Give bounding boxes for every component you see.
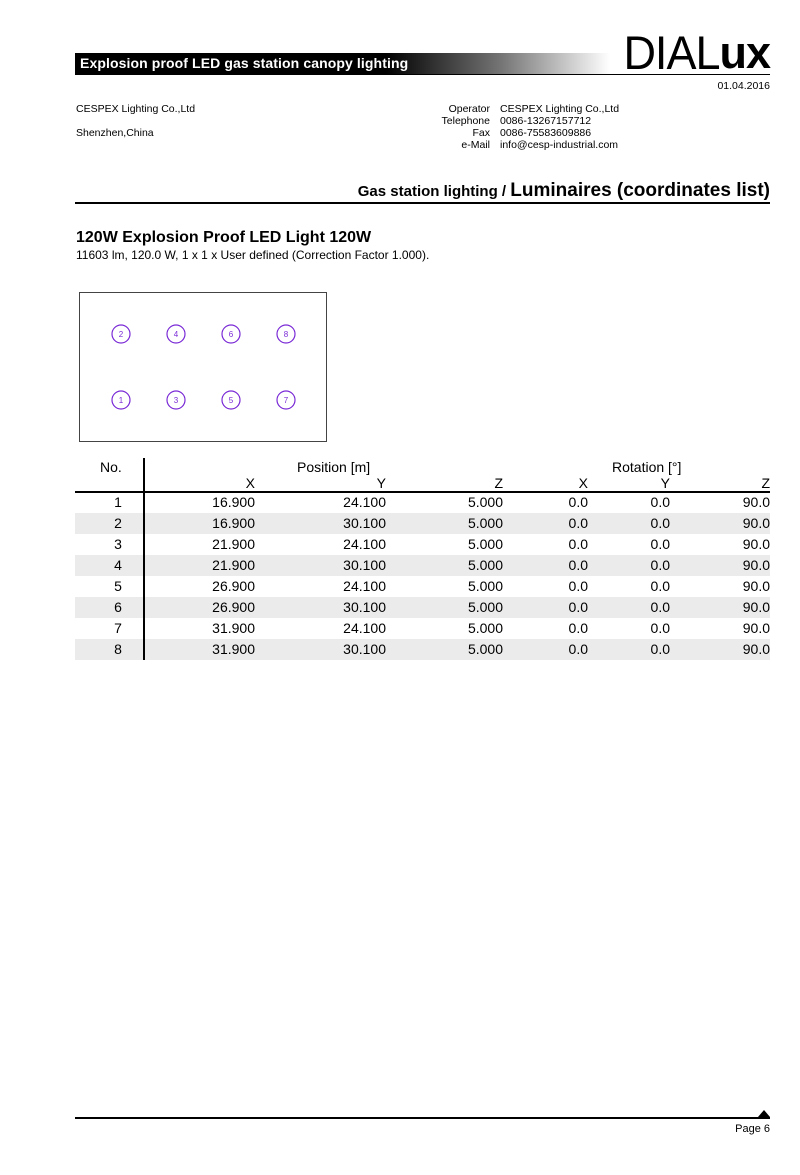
cell-rot-y: 0.0 xyxy=(650,494,670,510)
contact-labels xyxy=(442,103,490,151)
cell-rot-x: 0.0 xyxy=(568,515,588,531)
value-operator: CESPEX Lighting Co.,Ltd xyxy=(500,103,620,115)
cell-rot-z: 90.0 xyxy=(742,494,770,510)
logo-bold-text: ux xyxy=(719,27,770,78)
cell-rot-y: 0.0 xyxy=(650,557,670,573)
luminaire-marker xyxy=(112,391,130,409)
cell-rot-x: 0.0 xyxy=(568,641,588,657)
value-email: info@cesp-industrial.com xyxy=(500,139,619,151)
cell-rot-z: 90.0 xyxy=(742,641,770,657)
luminaire-marker xyxy=(277,391,295,409)
table-row xyxy=(75,597,770,618)
page-marker-icon xyxy=(758,1110,770,1117)
cell-pos-x: 26.900 xyxy=(212,578,255,594)
logo-thin-text: DIAL xyxy=(623,25,720,80)
cell-rot-z: 90.0 xyxy=(742,620,770,636)
cell-rot-x: 0.0 xyxy=(568,494,588,510)
luminaire-layout-plan xyxy=(79,292,327,442)
cell-pos-z: 5.000 xyxy=(467,494,503,510)
report-date: 01.04.2016 xyxy=(717,80,770,92)
cell-pos-y: 24.100 xyxy=(343,536,386,552)
cell-pos-z: 5.000 xyxy=(467,536,503,552)
cell-rot-x: 0.0 xyxy=(568,536,588,552)
cell-pos-y: 30.100 xyxy=(343,557,386,573)
cell-rot-y: 0.0 xyxy=(650,515,670,531)
cell-rot-z: 90.0 xyxy=(742,557,770,573)
cell-pos-x: 21.900 xyxy=(212,557,255,573)
value-fax: 0086-75583609886 xyxy=(500,127,592,139)
table-row xyxy=(75,618,770,639)
cell-no: 4 xyxy=(114,557,122,573)
cell-no: 6 xyxy=(114,599,122,615)
header-rot-x: X xyxy=(578,475,588,491)
cell-rot-x: 0.0 xyxy=(568,557,588,573)
marker-label: 7 xyxy=(283,396,289,405)
header-no: No. xyxy=(100,459,122,475)
table-row xyxy=(75,576,770,597)
table-header xyxy=(75,458,770,492)
luminaire-name: 120W Explosion Proof LED Light 120W xyxy=(76,229,372,246)
cell-no: 2 xyxy=(114,515,122,531)
section-divider xyxy=(75,202,770,204)
cell-rot-z: 90.0 xyxy=(742,536,770,552)
marker-label: 3 xyxy=(173,396,179,405)
cell-pos-z: 5.000 xyxy=(467,578,503,594)
column-separator xyxy=(143,458,145,660)
contact-values xyxy=(500,103,619,151)
luminaire-marker xyxy=(222,325,240,343)
cell-pos-z: 5.000 xyxy=(467,599,503,615)
cell-pos-z: 5.000 xyxy=(467,557,503,573)
luminaire-marker xyxy=(222,391,240,409)
luminaire-marker xyxy=(167,325,185,343)
cell-rot-x: 0.0 xyxy=(568,578,588,594)
label-operator: Operator xyxy=(448,103,490,115)
cell-rot-z: 90.0 xyxy=(742,578,770,594)
header-pos-x: X xyxy=(245,475,255,491)
marker-label: 4 xyxy=(173,330,179,339)
coordinates-table xyxy=(75,458,770,660)
cell-rot-y: 0.0 xyxy=(650,641,670,657)
cell-pos-y: 30.100 xyxy=(343,641,386,657)
section-main-title: Luminaires (coordinates list) xyxy=(510,180,770,201)
cell-no: 3 xyxy=(114,536,122,552)
cell-pos-x: 21.900 xyxy=(212,536,255,552)
header-rot-y: Y xyxy=(660,475,670,491)
cell-pos-y: 24.100 xyxy=(343,578,386,594)
cell-pos-y: 24.100 xyxy=(343,620,386,636)
cell-rot-y: 0.0 xyxy=(650,536,670,552)
label-fax: Fax xyxy=(472,127,490,139)
luminaire-marker xyxy=(167,391,185,409)
cell-pos-x: 16.900 xyxy=(212,515,255,531)
dialux-logo xyxy=(623,25,770,80)
cell-rot-y: 0.0 xyxy=(650,578,670,594)
cell-pos-z: 5.000 xyxy=(467,515,503,531)
page-number: Page 6 xyxy=(735,1123,770,1135)
marker-label: 5 xyxy=(228,396,234,405)
label-email: e-Mail xyxy=(461,139,490,151)
header-rotation: Rotation [°] xyxy=(612,459,682,475)
marker-label: 2 xyxy=(118,330,124,339)
project-title: Explosion proof LED gas station canopy lighting xyxy=(80,55,409,71)
cell-pos-y: 30.100 xyxy=(343,599,386,615)
table-row xyxy=(75,534,770,555)
cell-rot-z: 90.0 xyxy=(742,599,770,615)
company-name: CESPEX Lighting Co.,Ltd xyxy=(76,103,196,115)
label-telephone: Telephone xyxy=(441,115,490,127)
cell-rot-x: 0.0 xyxy=(568,620,588,636)
cell-pos-x: 31.900 xyxy=(212,620,255,636)
header-pos-y: Y xyxy=(376,475,386,491)
cell-pos-z: 5.000 xyxy=(467,620,503,636)
table-row xyxy=(75,639,770,660)
marker-label: 6 xyxy=(228,330,234,339)
cell-rot-y: 0.0 xyxy=(650,620,670,636)
header-pos-z: Z xyxy=(494,475,503,491)
footer-divider xyxy=(75,1117,770,1119)
cell-pos-y: 24.100 xyxy=(343,494,386,510)
value-telephone: 0086-13267157712 xyxy=(500,115,592,127)
cell-no: 8 xyxy=(114,641,122,657)
cell-rot-y: 0.0 xyxy=(650,599,670,615)
cell-pos-x: 26.900 xyxy=(212,599,255,615)
section-title xyxy=(358,180,770,202)
luminaire-marker xyxy=(277,325,295,343)
table-row xyxy=(75,555,770,576)
cell-pos-z: 5.000 xyxy=(467,641,503,657)
table-body xyxy=(75,492,770,660)
luminaire-marker xyxy=(112,325,130,343)
cell-rot-z: 90.0 xyxy=(742,515,770,531)
cell-pos-x: 16.900 xyxy=(212,494,255,510)
table-row xyxy=(75,513,770,534)
table-row xyxy=(75,492,770,513)
header-rot-z: Z xyxy=(761,475,770,491)
cell-no: 1 xyxy=(114,494,122,510)
header-position: Position [m] xyxy=(297,459,371,475)
cell-rot-x: 0.0 xyxy=(568,599,588,615)
cell-pos-y: 30.100 xyxy=(343,515,386,531)
cell-pos-x: 31.900 xyxy=(212,641,255,657)
cell-no: 7 xyxy=(114,620,122,636)
marker-label: 1 xyxy=(118,396,124,405)
marker-label: 8 xyxy=(283,330,289,339)
layout-plan-svg xyxy=(80,293,328,443)
luminaire-description: 11603 lm, 120.0 W, 1 x 1 x User defined (Correction Factor 1.000). xyxy=(76,248,430,262)
section-subtitle: Gas station lighting / xyxy=(357,183,511,200)
cell-no: 5 xyxy=(114,578,122,594)
company-city: Shenzhen,China xyxy=(76,127,154,139)
